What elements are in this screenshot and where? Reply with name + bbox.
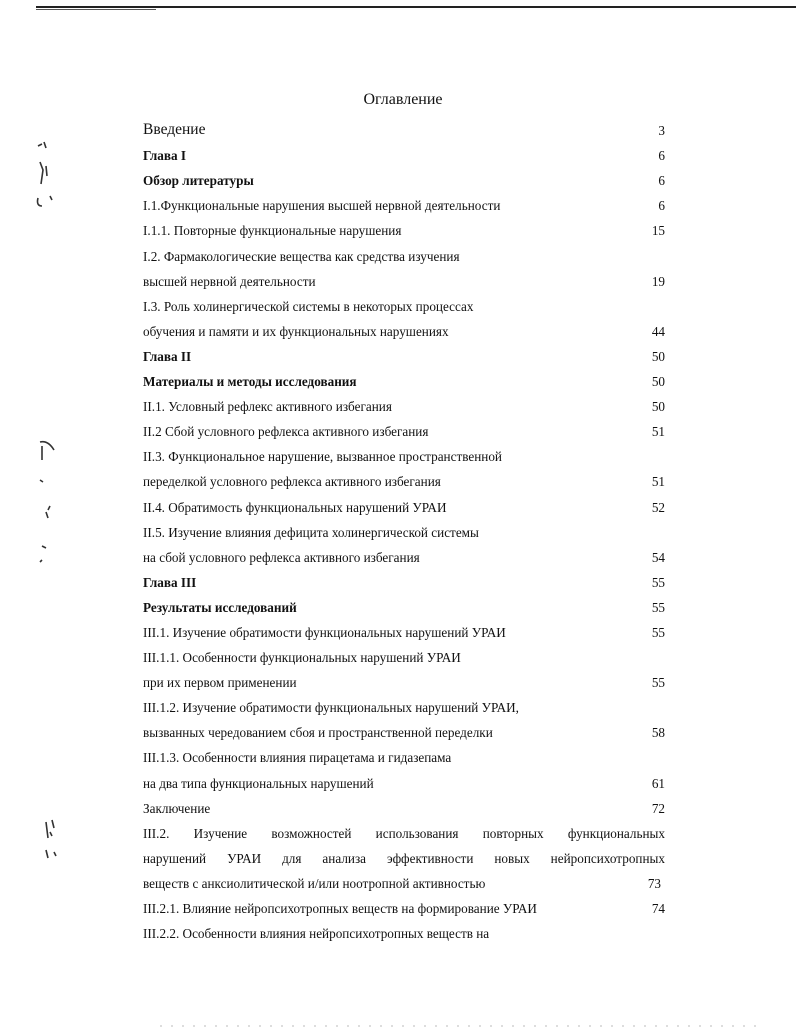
toc-entry: Глава II 50 xyxy=(143,348,665,364)
toc-entry: III.1.2. Изучение обратимости функциональных нарушений УРАИ, xyxy=(143,700,519,716)
scan-margin-mark xyxy=(34,436,64,566)
toc-entry: веществ с анксиолитической и/или ноотропной активностью 73 xyxy=(143,875,661,891)
toc-entry: I.1.Функциональные нарушения высшей нервной деятельности 6 xyxy=(143,198,665,214)
toc-entry: II.3. Функциональное нарушение, вызванное пространственной xyxy=(143,449,502,465)
toc-entry: III.1.3. Особенности влияния пирацетама и гидазепама xyxy=(143,750,452,766)
toc-entry: Материалы и методы исследования 50 xyxy=(143,374,665,390)
toc-entry: Введение 3 xyxy=(143,121,665,139)
toc-entry: I.2. Фармакологические вещества как средства изучения xyxy=(143,248,460,264)
scan-top-rule xyxy=(36,6,796,8)
toc-entry: Обзор литературы 6 xyxy=(143,173,665,189)
toc-entry: II.4. Обратимость функциональных нарушений УРАИ 52 xyxy=(143,499,665,515)
scan-top-rule-secondary xyxy=(36,9,156,10)
toc-entry: Глава III 55 xyxy=(143,574,665,590)
toc-entry: I.1.1. Повторные функциональные нарушения 15 xyxy=(143,223,665,239)
toc-entry: переделкой условного рефлекса активного избегания 51 xyxy=(143,474,665,490)
toc-entry: обучения и памяти и их функциональных нарушениях 44 xyxy=(143,323,665,339)
toc-entry: II.2 Сбой условного рефлекса активного избегания 51 xyxy=(143,424,665,440)
toc-entry: нарушений УРАИ для анализа эффективности новых нейропсихотропных xyxy=(143,850,665,866)
toc-entry: III.1.1. Особенности функциональных нарушений УРАИ xyxy=(143,650,461,666)
toc-entry: на сбой условного рефлекса активного избегания 54 xyxy=(143,549,665,565)
toc-entry: III.2.2. Особенности влияния нейропсихотропных веществ на xyxy=(143,926,490,942)
toc-entry: III.2. Изучение возможностей использования повторных функциональных xyxy=(143,825,665,841)
toc-entry: Глава I 6 xyxy=(143,148,665,164)
scan-margin-mark xyxy=(34,140,64,220)
toc-entry: III.1. Изучение обратимости функциональных нарушений УРАИ 55 xyxy=(143,624,665,640)
toc-entry: III.2.1. Влияние нейропсихотропных веществ на формирование УРАИ 74 xyxy=(143,901,665,916)
scan-margin-mark xyxy=(42,818,66,868)
toc-entry: II.5. Изучение влияния дефицита холинергической системы xyxy=(143,524,479,540)
toc-entry: на два типа функциональных нарушений 61 xyxy=(143,775,665,791)
table-of-contents xyxy=(143,118,665,946)
toc-entry: Заключение 72 xyxy=(143,800,665,816)
page-title: Оглавление xyxy=(363,91,443,108)
toc-entry: II.1. Условный рефлекс активного избегания 50 xyxy=(143,399,665,415)
toc-entry: Результаты исследований 55 xyxy=(143,599,665,615)
scan-bottom-noise xyxy=(160,1016,760,1022)
toc-entry: при их первом применении 55 xyxy=(143,675,665,691)
toc-entry: высшей нервной деятельности 19 xyxy=(143,273,665,289)
toc-entry: вызванных чередованием сбоя и пространственной переделки 58 xyxy=(143,725,665,741)
toc-entry: I.3. Роль холинергической системы в некоторых процессах xyxy=(143,298,474,314)
